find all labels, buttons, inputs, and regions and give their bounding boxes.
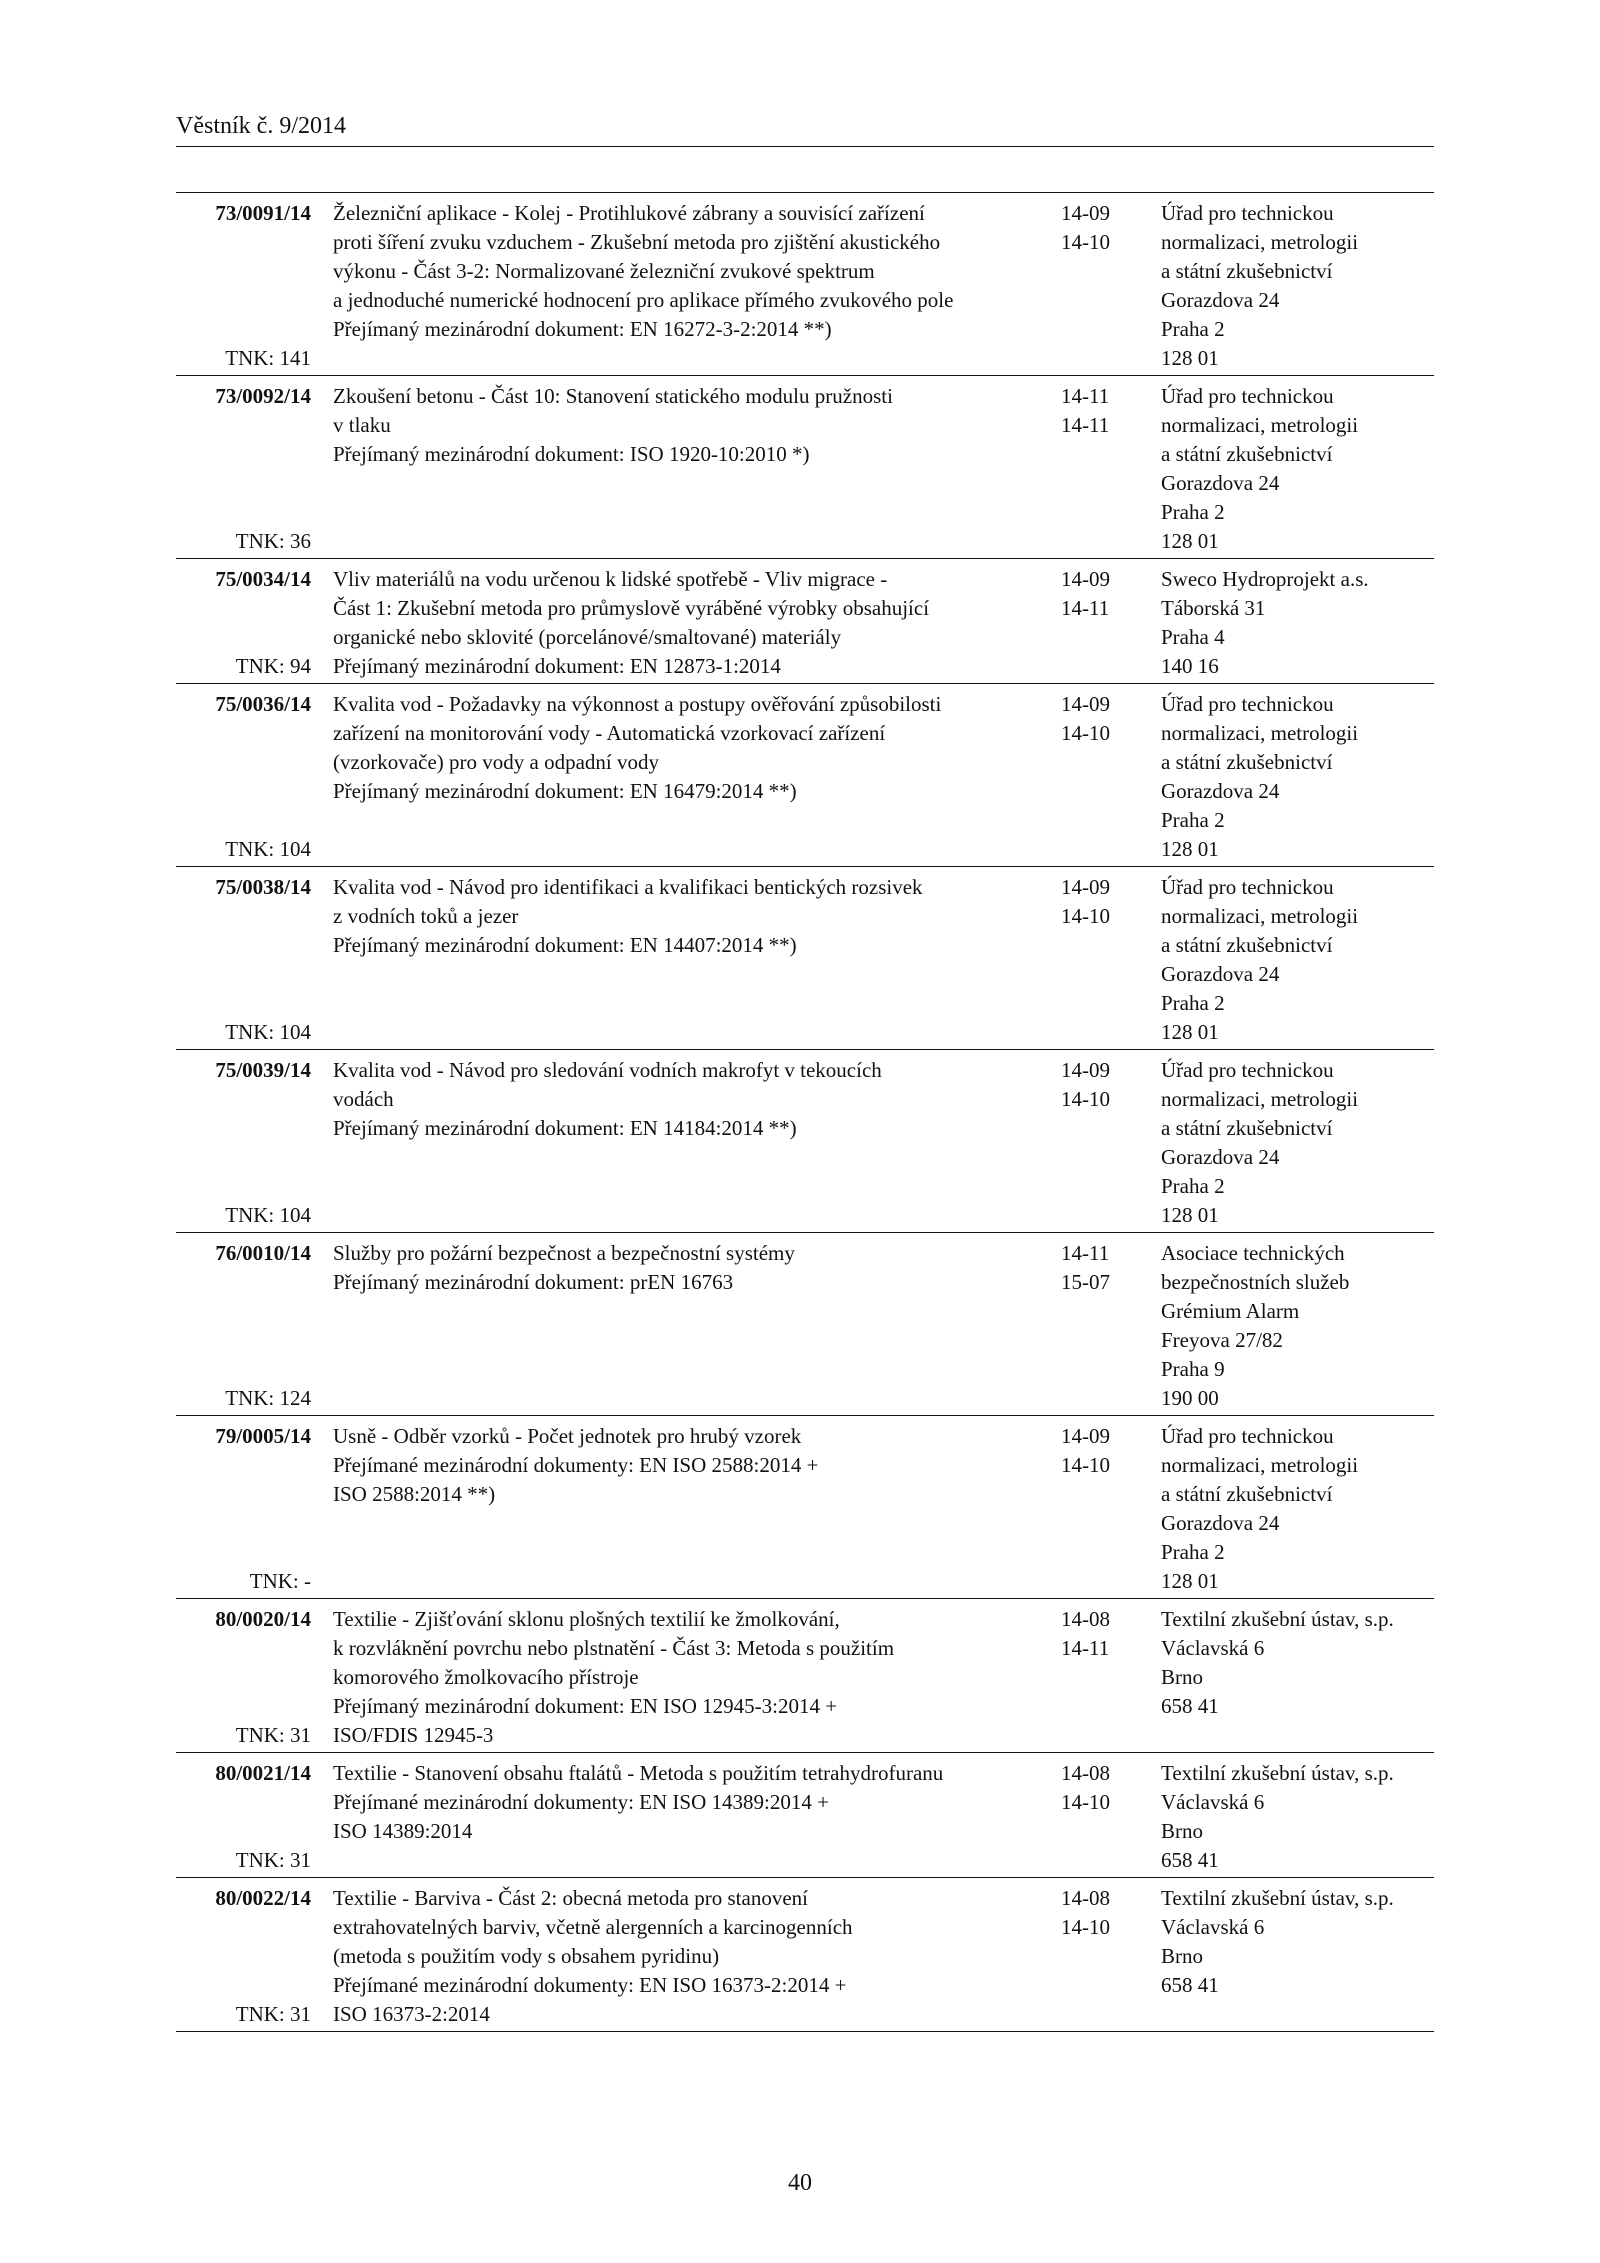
entry-organization-line: Textilní zkušební ústav, s.p. — [1161, 1886, 1394, 1910]
entry-title — [333, 1056, 1061, 1230]
entry-dates — [1061, 199, 1151, 373]
entry-organization-line: Praha 2 — [1161, 500, 1225, 524]
entry-tnk: TNK: 31 — [235, 1723, 311, 1747]
entry-organization-line: normalizaci, metrologii — [1161, 904, 1359, 928]
entry-title-line: Přejímaný mezinárodní dokument: EN 14407:2014 **) — [333, 933, 797, 957]
entry-dates — [1061, 565, 1151, 681]
entry-title — [333, 199, 1061, 373]
entry-organization-line: Úřad pro technickou — [1161, 201, 1334, 225]
entry-tnk: TNK: - — [249, 1569, 311, 1593]
entry-id-column — [176, 382, 311, 556]
entry-date: 14-09 — [1061, 1424, 1110, 1448]
entry-title-line: výkonu - Část 3-2: Normalizované železniční zvukové spektrum — [333, 259, 875, 283]
entry-title — [333, 690, 1061, 864]
entry-title-line: a jednoduché numerické hodnocení pro aplikace přímého zvukového pole — [333, 288, 954, 312]
entry-id-column — [176, 1422, 311, 1596]
entry-number: 80/0022/14 — [215, 1886, 311, 1910]
entry-organization-line: 128 01 — [1161, 1203, 1219, 1227]
entry-organization-line: a státní zkušebnictví — [1161, 1482, 1333, 1506]
standard-entry — [176, 1050, 1434, 1233]
entry-organization-line: 128 01 — [1161, 346, 1219, 370]
standard-entry — [176, 1233, 1434, 1416]
entry-organization-line: bezpečnostních služeb — [1161, 1270, 1350, 1294]
standard-entry — [176, 1753, 1434, 1878]
entry-title-line: (vzorkovače) pro vody a odpadní vody — [333, 750, 659, 774]
standard-entry — [176, 193, 1434, 376]
entry-organization-line: Grémium Alarm — [1161, 1299, 1300, 1323]
entry-date: 14-11 — [1061, 1241, 1110, 1265]
entry-title — [333, 1759, 1061, 1875]
entry-date: 14-09 — [1061, 567, 1110, 591]
entry-title-line: Přejímané mezinárodní dokumenty: EN ISO 16373-2:2014 + — [333, 1973, 847, 1997]
entry-id-column — [176, 873, 311, 1047]
entry-id-column — [176, 1056, 311, 1230]
entry-title-line: extrahovatelných barviv, včetně alergenních a karcinogenních — [333, 1915, 853, 1939]
entry-title-line: Přejímaný mezinárodní dokument: EN ISO 12945-3:2014 + — [333, 1694, 838, 1718]
entry-date: 14-09 — [1061, 875, 1110, 899]
entry-organization — [1161, 1759, 1434, 1875]
entry-organization-line: 128 01 — [1161, 1569, 1219, 1593]
entry-organization — [1161, 1056, 1434, 1230]
entry-tnk: TNK: 36 — [235, 529, 311, 553]
entry-tnk: TNK: 31 — [235, 2002, 311, 2026]
entry-organization-line: Václavská 6 — [1161, 1790, 1265, 1814]
entry-date: 14-08 — [1061, 1886, 1110, 1910]
entry-organization-line: Úřad pro technickou — [1161, 1424, 1334, 1448]
standard-entry — [176, 1599, 1434, 1753]
entry-dates — [1061, 1759, 1151, 1875]
entry-organization — [1161, 1605, 1434, 1750]
entry-organization — [1161, 565, 1434, 681]
entry-title-line: organické nebo sklovité (porcelánové/smaltované) materiály — [333, 625, 842, 649]
entry-title — [333, 382, 1061, 556]
entry-date: 14-11 — [1061, 413, 1110, 437]
entry-organization-line: Táborská 31 — [1161, 596, 1266, 620]
entry-organization-line: Praha 2 — [1161, 1174, 1225, 1198]
entry-date: 14-09 — [1061, 201, 1110, 225]
entry-title-line: Přejímaný mezinárodní dokument: prEN 16763 — [333, 1270, 734, 1294]
entry-organization-line: 190 00 — [1161, 1386, 1219, 1410]
entry-tnk: TNK: 104 — [225, 1203, 311, 1227]
entry-organization-line: Praha 9 — [1161, 1357, 1225, 1381]
entry-title-line: ISO 16373-2:2014 — [333, 2002, 490, 2026]
entry-tnk: TNK: 104 — [225, 1020, 311, 1044]
entry-title-line: Textilie - Barviva - Část 2: obecná metoda pro stanovení — [333, 1886, 808, 1910]
entry-organization-line: Textilní zkušební ústav, s.p. — [1161, 1607, 1394, 1631]
entry-title-line: Přejímaný mezinárodní dokument: EN 16479:2014 **) — [333, 779, 797, 803]
entry-organization-line: Brno — [1161, 1665, 1203, 1689]
standard-entry — [176, 684, 1434, 867]
entry-date: 14-08 — [1061, 1761, 1110, 1785]
entry-organization-line: Úřad pro technickou — [1161, 384, 1334, 408]
entry-title-line: z vodních toků a jezer — [333, 904, 519, 928]
page-number: 40 — [788, 2170, 812, 2196]
entry-date: 14-10 — [1061, 1790, 1110, 1814]
entry-title — [333, 1605, 1061, 1750]
entry-tnk: TNK: 104 — [225, 837, 311, 861]
entry-number: 75/0036/14 — [215, 692, 311, 716]
entry-organization-line: Brno — [1161, 1944, 1203, 1968]
entry-organization-line: a státní zkušebnictví — [1161, 442, 1333, 466]
entry-title-line: Přejímané mezinárodní dokumenty: EN ISO 2588:2014 + — [333, 1453, 819, 1477]
entry-organization-line: Úřad pro technickou — [1161, 1058, 1334, 1082]
entry-dates — [1061, 1056, 1151, 1230]
entry-title-line: ISO 2588:2014 **) — [333, 1482, 496, 1506]
entry-tnk: TNK: 94 — [235, 654, 311, 678]
entry-organization-line: a státní zkušebnictví — [1161, 750, 1333, 774]
entry-organization-line: Freyova 27/82 — [1161, 1328, 1283, 1352]
entry-organization-line: Praha 2 — [1161, 1540, 1225, 1564]
entry-organization-line: Gorazdova 24 — [1161, 962, 1280, 986]
entry-dates — [1061, 690, 1151, 864]
entry-organization-line: Praha 4 — [1161, 625, 1225, 649]
entry-organization-line: normalizaci, metrologii — [1161, 1087, 1359, 1111]
entry-organization-line: Praha 2 — [1161, 317, 1225, 341]
entry-date: 14-10 — [1061, 230, 1110, 254]
entry-organization — [1161, 873, 1434, 1047]
entry-organization-line: Textilní zkušební ústav, s.p. — [1161, 1761, 1394, 1785]
entry-dates — [1061, 1422, 1151, 1596]
entry-title-line: (metoda s použitím vody s obsahem pyridinu) — [333, 1944, 720, 1968]
entry-title-line: Kvalita vod - Návod pro identifikaci a kvalifikaci bentických rozsivek — [333, 875, 923, 899]
entry-date: 14-10 — [1061, 904, 1110, 928]
entry-organization-line: Úřad pro technickou — [1161, 875, 1334, 899]
standard-entry — [176, 559, 1434, 684]
entry-title-line: Přejímaný mezinárodní dokument: EN 16272-3-2:2014 **) — [333, 317, 832, 341]
entry-organization-line: 658 41 — [1161, 1694, 1219, 1718]
entry-number: 75/0038/14 — [215, 875, 311, 899]
entry-organization-line: Brno — [1161, 1819, 1203, 1843]
entry-dates — [1061, 382, 1151, 556]
entry-organization-line: 658 41 — [1161, 1848, 1219, 1872]
entry-tnk: TNK: 31 — [235, 1848, 311, 1872]
entry-title — [333, 565, 1061, 681]
entry-tnk: TNK: 141 — [225, 346, 311, 370]
entry-dates — [1061, 1239, 1151, 1413]
entry-organization — [1161, 690, 1434, 864]
standard-entry — [176, 1416, 1434, 1599]
entry-date: 14-09 — [1061, 1058, 1110, 1082]
entry-title-line: Textilie - Zjišťování sklonu plošných textilií ke žmolkování, — [333, 1607, 840, 1631]
entry-title-line: vodách — [333, 1087, 394, 1111]
entry-date: 14-11 — [1061, 596, 1110, 620]
entry-organization-line: Úřad pro technickou — [1161, 692, 1334, 716]
entry-title — [333, 1422, 1061, 1596]
entry-organization-line: Václavská 6 — [1161, 1636, 1265, 1660]
entry-organization-line: normalizaci, metrologii — [1161, 721, 1359, 745]
entry-id-column — [176, 1239, 311, 1413]
entry-number: 80/0020/14 — [215, 1607, 311, 1631]
entry-title — [333, 1239, 1061, 1413]
entry-title-line: Služby pro požární bezpečnost a bezpečnostní systémy — [333, 1241, 795, 1265]
entry-organization-line: Gorazdova 24 — [1161, 1511, 1280, 1535]
entry-number: 79/0005/14 — [215, 1424, 311, 1448]
entry-date: 14-11 — [1061, 1636, 1110, 1660]
entry-organization-line: 128 01 — [1161, 837, 1219, 861]
entry-organization-line: normalizaci, metrologii — [1161, 1453, 1359, 1477]
entry-number: 73/0092/14 — [215, 384, 311, 408]
entry-title-line: Přejímaný mezinárodní dokument: EN 14184:2014 **) — [333, 1116, 797, 1140]
entry-organization — [1161, 1884, 1434, 2029]
entry-organization-line: Asociace technických — [1161, 1241, 1345, 1265]
entry-number: 80/0021/14 — [215, 1761, 311, 1785]
entry-number: 75/0034/14 — [215, 567, 311, 591]
entry-number: 76/0010/14 — [215, 1241, 311, 1265]
entry-organization-line: normalizaci, metrologii — [1161, 230, 1359, 254]
entry-organization-line: a státní zkušebnictví — [1161, 933, 1333, 957]
standard-entry — [176, 376, 1434, 559]
journal-title: Věstník č. 9/2014 — [176, 113, 346, 139]
entry-organization-line: 658 41 — [1161, 1973, 1219, 1997]
entry-organization-line: a státní zkušebnictví — [1161, 1116, 1333, 1140]
entry-date: 14-09 — [1061, 692, 1110, 716]
entry-date: 14-10 — [1061, 1087, 1110, 1111]
entry-id-column — [176, 690, 311, 864]
entry-id-column — [176, 565, 311, 681]
entry-organization — [1161, 199, 1434, 373]
standard-entry — [176, 1878, 1434, 2032]
entry-date: 14-11 — [1061, 384, 1110, 408]
entry-title — [333, 1884, 1061, 2029]
entry-title-line: zařízení na monitorování vody - Automatická vzorkovací zařízení — [333, 721, 886, 745]
entry-dates — [1061, 873, 1151, 1047]
entry-organization-line: Gorazdova 24 — [1161, 288, 1280, 312]
entry-date: 14-10 — [1061, 1915, 1110, 1939]
entry-organization-line: Václavská 6 — [1161, 1915, 1265, 1939]
entry-title-line: komorového žmolkovacího přístroje — [333, 1665, 639, 1689]
entry-title-line: v tlaku — [333, 413, 391, 437]
entry-title-line: ISO/FDIS 12945-3 — [333, 1723, 494, 1747]
entry-title-line: Vliv materiálů na vodu určenou k lidské spotřebě - Vliv migrace - — [333, 567, 888, 591]
entry-number: 75/0039/14 — [215, 1058, 311, 1082]
entry-organization-line: normalizaci, metrologii — [1161, 413, 1359, 437]
entry-dates — [1061, 1884, 1151, 2029]
entry-id-column — [176, 1605, 311, 1750]
entry-id-column — [176, 1759, 311, 1875]
entry-title-line: Přejímaný mezinárodní dokument: EN 12873-1:2014 — [333, 654, 781, 678]
entry-dates — [1061, 1605, 1151, 1750]
entry-title-line: Textilie - Stanovení obsahu ftalátů - Metoda s použitím tetrahydrofuranu — [333, 1761, 944, 1785]
entry-organization-line: 140 16 — [1161, 654, 1219, 678]
entry-title — [333, 873, 1061, 1047]
entry-organization — [1161, 1422, 1434, 1596]
entry-title-line: Část 1: Zkušební metoda pro průmyslově vyráběné výrobky obsahující — [333, 596, 930, 620]
entry-organization-line: 128 01 — [1161, 529, 1219, 553]
entry-id-column — [176, 1884, 311, 2029]
entry-organization-line: Gorazdova 24 — [1161, 779, 1280, 803]
standard-entry — [176, 867, 1434, 1050]
entry-date: 14-08 — [1061, 1607, 1110, 1631]
entry-date: 14-10 — [1061, 721, 1110, 745]
entry-title-line: Přejímané mezinárodní dokumenty: EN ISO 14389:2014 + — [333, 1790, 829, 1814]
entry-organization-line: Praha 2 — [1161, 991, 1225, 1015]
entry-title-line: k rozvláknění povrchu nebo plstnatění - Část 3: Metoda s použitím — [333, 1636, 895, 1660]
entry-date: 14-10 — [1061, 1453, 1110, 1477]
entry-title-line: Zkoušení betonu - Část 10: Stanovení statického modulu pružnosti — [333, 384, 893, 408]
entry-organization-line: a státní zkušebnictví — [1161, 259, 1333, 283]
entry-number: 73/0091/14 — [215, 201, 311, 225]
entry-tnk: TNK: 124 — [225, 1386, 311, 1410]
page-header — [176, 110, 1434, 147]
entry-organization-line: Gorazdova 24 — [1161, 471, 1280, 495]
standards-list — [176, 192, 1434, 2032]
entry-organization-line: 128 01 — [1161, 1020, 1219, 1044]
entry-title-line: Usně - Odběr vzorků - Počet jednotek pro hrubý vzorek — [333, 1424, 802, 1448]
entry-title-line: ISO 14389:2014 — [333, 1819, 473, 1843]
entry-title-line: Železniční aplikace - Kolej - Protihlukové zábrany a souvisící zařízení — [333, 201, 925, 225]
entry-organization — [1161, 1239, 1434, 1413]
entry-id-column — [176, 199, 311, 373]
entry-organization — [1161, 382, 1434, 556]
entry-title-line: Přejímaný mezinárodní dokument: ISO 1920-10:2010 *) — [333, 442, 810, 466]
entry-organization-line: Sweco Hydroprojekt a.s. — [1161, 567, 1369, 591]
entry-title-line: Kvalita vod - Požadavky na výkonnost a postupy ověřování způsobilosti — [333, 692, 942, 716]
entry-organization-line: Praha 2 — [1161, 808, 1225, 832]
entry-organization-line: Gorazdova 24 — [1161, 1145, 1280, 1169]
entry-title-line: proti šíření zvuku vzduchem - Zkušební metoda pro zjištění akustického — [333, 230, 941, 254]
entry-date: 15-07 — [1061, 1270, 1110, 1294]
entry-title-line: Kvalita vod - Návod pro sledování vodních makrofyt v tekoucích — [333, 1058, 882, 1082]
